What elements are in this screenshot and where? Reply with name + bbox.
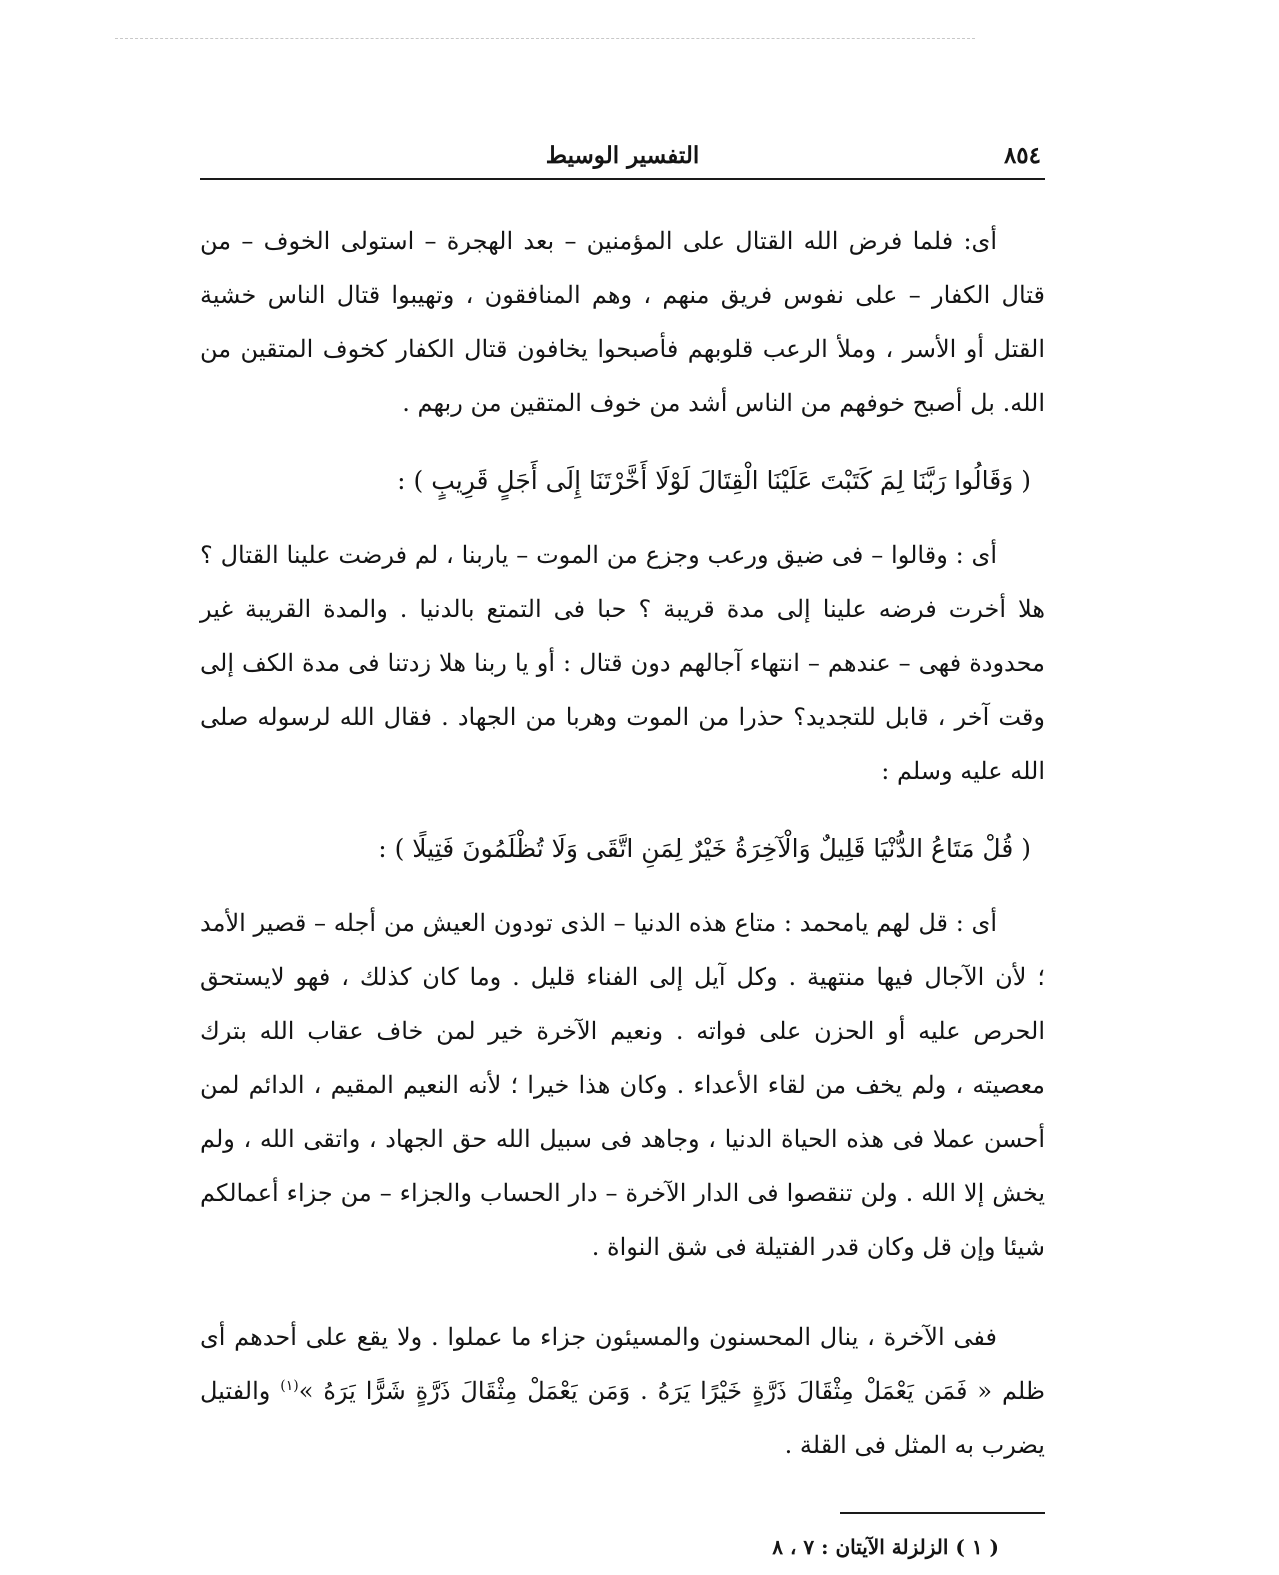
scan-edge-line [115,38,975,39]
quranic-verse-2: ( قُلْ مَتَاعُ الدُّنْيَا قَلِيلٌ وَالْآخِرَةُ خَيْرٌ لِمَنِ اتَّقَى وَلَا تُظْلَمُونَ فَتِيلًا ) : [378,834,1031,863]
page-number: ٨٥٤ [1003,142,1041,169]
paragraph-4-intro: ففى الآخرة ، ينال المحسنون والمسيئون جزاء ما عملوا . ولا يقع على أحدهم أى ظلم [200,1323,1045,1405]
page-header [200,120,1045,180]
footnote: ( ١ ) الزلزلة الآيتان : ٧ ، ٨ [772,1535,999,1559]
footnote-divider [840,1512,1045,1514]
paragraph-2: أى : وقالوا – فى ضيق ورعب وجزع من الموت – ياربنا ، لم فرضت علينا القتال ؟ هلا أخرت فرضه علينا إلى مدة قريبة ؟ حبا فى التمتع بالدنيا . والمدة القريبة غير محدودة فهى – عندهم – انتهاء آجالهم دون قتال : أو يا ربنا هلا زدتنا فى مدة الكف إلى وقت آخر ، قابل للتجديد؟ حذرا من الموت وهربا من الجهاد . فقال الله لرسوله صلى الله عليه وسلم : [200,541,1045,785]
paragraph-3: أى : قل لهم يامحمد : متاع هذه الدنيا – الذى تودون العيش من أجله – قصير الأمد ؛ لأن الآجال فيها منتهية . وكل آيل إلى الفناء قليل . وما كان كذلك ، فهو لايستحق الحرص عليه أو الحزن على فواته . ونعيم الآخرة خير لمن خاف عقاب الله بترك معصيته ، ولم يخف من لقاء الأعداء . وكان هذا خيرا ؛ لأنه النعيم المقيم ، الدائم لمن أحسن عملا فى هذه الحياة الدنيا ، وجاهد فى سبيل الله حق الجهاد ، واتقى الله ، ولم يخش إلا الله . ولن تنقصوا فى الدار الآخرة – دار الحساب والجزاء – من جزاء أعمالكم شيئا وإن قل وكان قدر الفتيلة فى شق النواة . [200,909,1045,1261]
paragraph-1: أى: فلما فرض الله القتال على المؤمنين – بعد الهجرة – استولى الخوف – من قتال الكفار – على نفوس فريق منهم ، وهم المنافقون ، وتهيبوا قتال الناس خشية القتل أو الأسر ، وملأ الرعب قلوبهم فأصبحوا يخافون قتال الكفار كخوف المتقين من الله. بل أصبح خوفهم من الناس أشد من خوف المتقين من ربهم . [200,227,1045,417]
footnote-reference: (١) [280,1378,299,1394]
page-body [200,214,1045,1562]
running-title: التفسير الوسيط [545,142,700,169]
book-page [200,120,1045,1562]
paragraph-4-end: والفتيل يضرب به المثل فى القلة . [200,1377,1045,1459]
paragraph-4-quote: « فَمَن يَعْمَلْ مِثْقَالَ ذَرَّةٍ خَيْرًا يَرَهُ . وَمَن يَعْمَلْ مِثْقَالَ ذَرَّةٍ شَرًّا يَرَهُ » [298,1377,993,1405]
paragraph-4 [200,1310,1045,1472]
quranic-verse-1: ( وَقَالُوا رَبَّنَا لِمَ كَتَبْتَ عَلَيْنَا الْقِتَالَ لَوْلَا أَخَّرْتَنَا إِلَى أَجَلٍ قَرِيبٍ ) : [397,466,1031,495]
